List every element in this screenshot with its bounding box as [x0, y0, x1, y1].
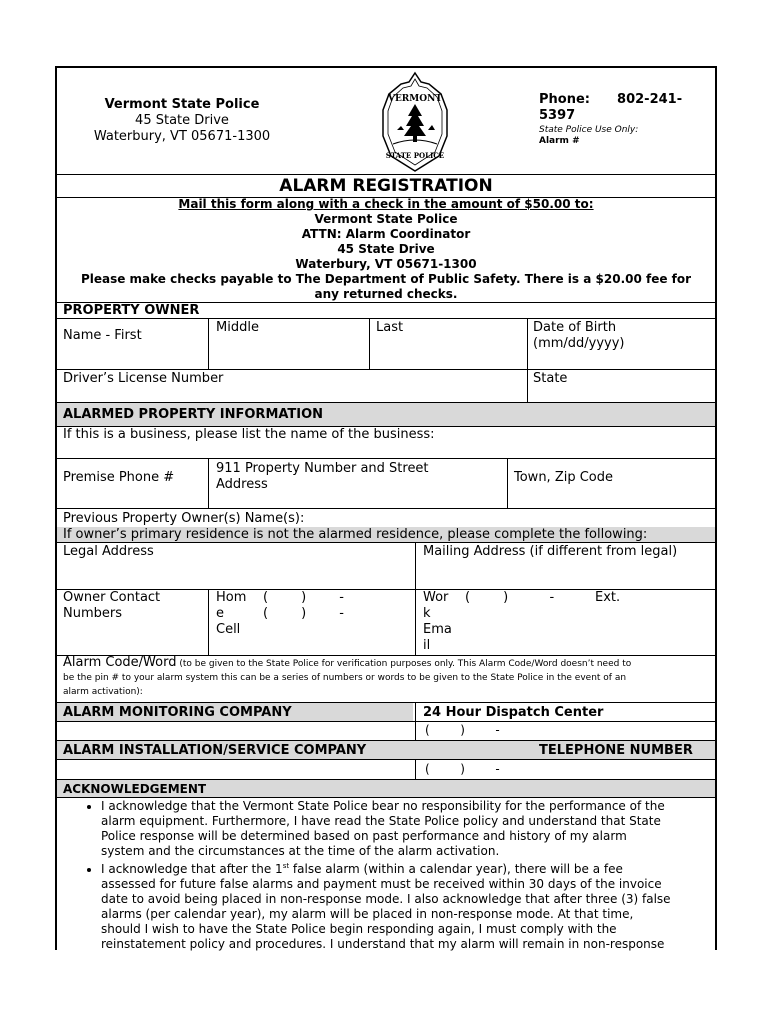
monitoring-company-heading: ALARM MONITORING COMPANY — [63, 705, 292, 720]
middle-name-field[interactable]: Middle — [216, 320, 259, 335]
mail-line-7: any returned checks. — [314, 287, 458, 301]
work-phone-mask: ( ) - — [465, 590, 555, 605]
license-state-field[interactable]: State — [533, 371, 568, 386]
home-label-b: e — [216, 606, 224, 621]
property-owner-heading: PROPERTY OWNER — [63, 303, 200, 318]
telephone-number-label: TELEPHONE NUMBER — [539, 743, 693, 758]
mail-line-4: 45 State Drive — [337, 242, 435, 256]
drivers-license-field[interactable]: Driver’s License Number — [63, 371, 224, 386]
mailing-instructions — [57, 197, 715, 302]
premise-phone-field[interactable]: Premise Phone # — [63, 470, 175, 485]
form-title: ALARM REGISTRATION — [279, 176, 493, 196]
alarm-registration-form — [55, 66, 717, 950]
org-address-line1: 45 State Drive — [135, 113, 229, 128]
mail-line-6: Please make checks payable to The Department of Public Safety. There is a $20.00 fee for — [80, 272, 692, 286]
email-label-b: il — [423, 638, 431, 653]
town-zip-field[interactable]: Town, Zip Code — [514, 470, 614, 485]
acknowledgement-item-2: • I acknowledge that after the 1st false alarm (within a calendar year), there will be a fee assessed for future false alarms and payment must be received within 30 days of the invoice date to avoid being placed in non-response mode. I also acknowledge that after three (3) false alarms (per calendar year), my alarm will be placed in non-response mode. At that time, should I wish to have the State Police begin responding again, I must comply with the reinstatement policy and procedures. I understand that my alarm will remain in non-response — [101, 859, 715, 952]
work-label-b: k — [423, 606, 431, 621]
first-name-field[interactable]: Name - First — [63, 328, 142, 343]
owner-contact-label-2: Numbers — [63, 606, 122, 621]
vermont-state-police-seal — [377, 70, 453, 174]
state-police-use-only: State Police Use Only: — [539, 125, 639, 135]
acknowledgement-list — [57, 799, 715, 952]
business-name-field[interactable]: If this is a business, please list the name of the business: — [63, 427, 435, 442]
dispatch-phone-field[interactable]: ( ) - — [425, 723, 500, 737]
date-of-birth-label: Date of Birth — [533, 320, 617, 335]
alarm-code-note-1: (to be given to the State Police for verification purposes only. This Alarm Code/Word doesn’t need to — [179, 659, 632, 669]
home-phone-field[interactable] — [216, 590, 246, 622]
alarm-code-field[interactable] — [63, 656, 713, 699]
mail-line-2: Vermont State Police — [314, 212, 458, 226]
street-address-label-2: Address — [216, 477, 268, 492]
phone-value-cont: 5397 — [539, 108, 576, 123]
installation-company-heading: ALARM INSTALLATION/SERVICE COMPANY — [63, 743, 367, 758]
seal-bottom-text: STATE POLICE — [385, 151, 445, 160]
email-label-a: Ema — [423, 622, 452, 637]
mail-line-3: ATTN: Alarm Coordinator — [301, 227, 471, 241]
cell-phone-field[interactable]: Cell — [216, 622, 241, 637]
seal-top-text: VERMONT — [387, 94, 443, 104]
mail-line-1: Mail this form along with a check in the amount of $50.00 to: — [178, 197, 594, 211]
email-field[interactable] — [423, 622, 452, 654]
acknowledgement-item-1: • I acknowledge that the Vermont State Police bear no responsibility for the performance of the alarm equipment. Furthermore, I have read the State Police policy and understand that State Police response will be determined based on past performance and history of my alarm system and the circumstances at the time of the alarm activation. — [101, 799, 715, 859]
date-of-birth-format: (mm/dd/yyyy) — [533, 336, 625, 351]
work-ext-label: Ext. — [595, 590, 621, 605]
alarm-code-label: Alarm Code/Word — [63, 655, 177, 670]
alarm-number-label: Alarm # — [539, 136, 580, 146]
alarm-code-note-2: be the pin # to your alarm system this can be a series of numbers or words to be given to the State Police in the event of an — [63, 673, 627, 683]
street-address-label-1: 911 Property Number and Street — [216, 461, 429, 476]
mailing-address-field[interactable]: Mailing Address (if different from legal) — [423, 544, 678, 559]
phone-block — [539, 92, 715, 147]
org-name: Vermont State Police — [104, 97, 260, 112]
legal-address-field[interactable]: Legal Address — [63, 544, 154, 559]
owner-contact-label-1: Owner Contact — [63, 590, 161, 605]
phone-label: Phone: — [539, 92, 590, 107]
acknowledgement-heading: ACKNOWLEDGEMENT — [63, 782, 207, 796]
last-name-field[interactable]: Last — [376, 320, 404, 335]
date-of-birth-field[interactable] — [533, 320, 625, 352]
home-phone-mask: ( ) - — [263, 590, 344, 605]
work-phone-field[interactable] — [423, 590, 448, 622]
mail-line-5: Waterbury, VT 05671-1300 — [295, 257, 477, 271]
previous-owner-field[interactable]: Previous Property Owner(s) Name(s): — [63, 511, 305, 526]
alarmed-property-heading: ALARMED PROPERTY INFORMATION — [63, 407, 324, 422]
work-label-a: Wor — [423, 590, 449, 605]
installation-phone-field[interactable]: ( ) - — [425, 762, 500, 776]
dispatch-center-label: 24 Hour Dispatch Center — [423, 705, 604, 720]
owner-contact-label — [63, 590, 160, 622]
phone-value: 802-241- — [617, 92, 683, 107]
residence-note: If owner’s primary residence is not the alarmed residence, please complete the following: — [63, 527, 648, 542]
cell-phone-mask: ( ) - — [263, 606, 344, 621]
org-address-line2: Waterbury, VT 05671-1300 — [93, 129, 271, 144]
home-label-a: Hom — [216, 590, 247, 605]
street-address-field[interactable] — [216, 461, 429, 493]
alarm-code-note-3: alarm activation): — [63, 687, 143, 697]
org-block — [57, 97, 307, 145]
